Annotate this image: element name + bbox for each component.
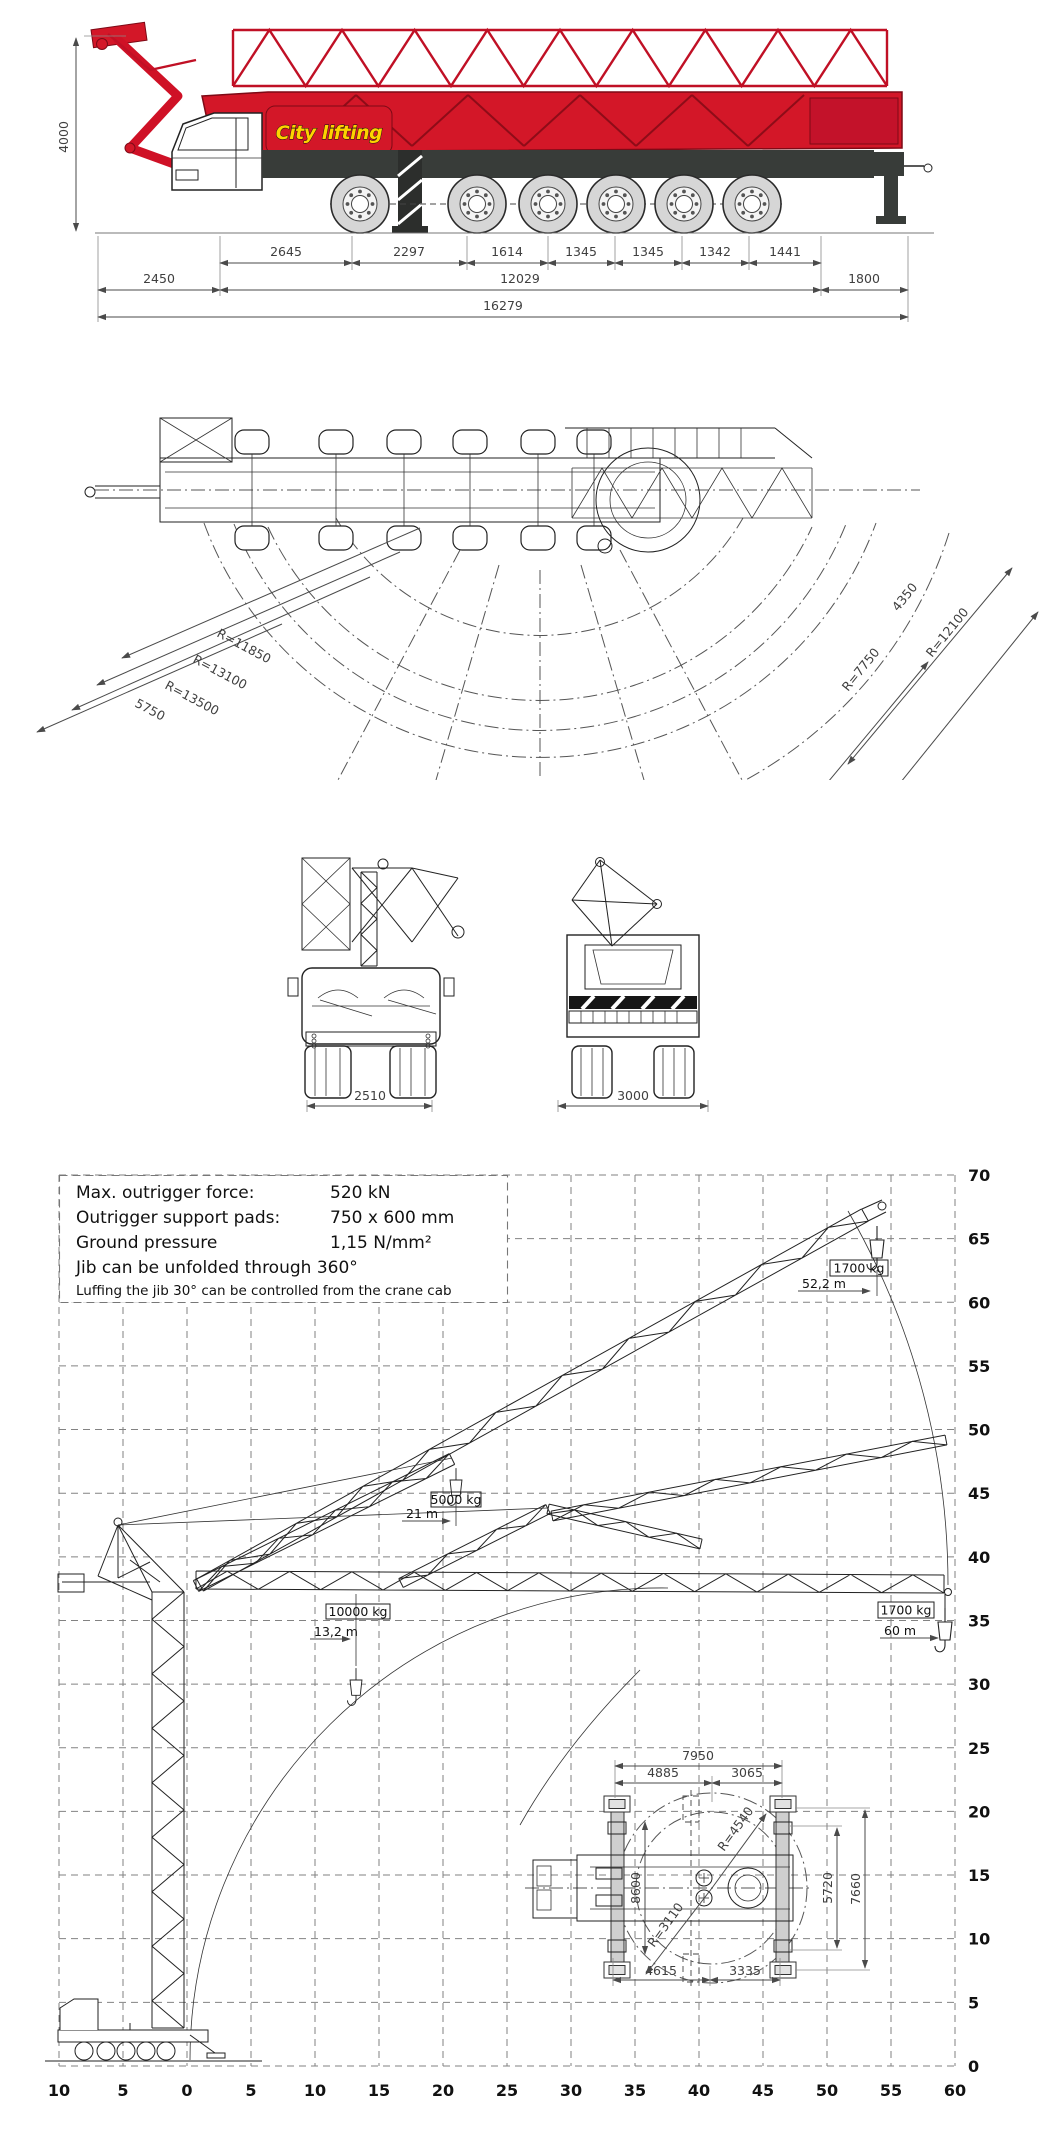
front-view-drawing: [288, 858, 464, 1112]
load-label-4: 1700 kg: [880, 1602, 932, 1618]
info-note-small: Luffing the jib 30° can be controlled from the crane cab: [76, 1283, 452, 1299]
load-label-1: 1700 kg: [833, 1260, 885, 1276]
carrier-plan-drawing: [85, 418, 920, 553]
radius-label-3: R=13500: [162, 677, 222, 719]
dim-height: 4000: [56, 121, 71, 153]
inset-dim-inner-span: 5720: [820, 1872, 835, 1904]
x-tick-label: 60: [943, 2081, 967, 2100]
y-tick-label: 50: [968, 1420, 991, 1440]
y-tick-label: 10: [968, 1929, 991, 1949]
y-tick-label: 15: [968, 1866, 991, 1886]
y-tick-label: 25: [968, 1738, 991, 1758]
radius-label-6: R=12100: [922, 604, 972, 660]
crane-range-drawing: [45, 1200, 952, 2061]
y-tick-label: 55: [968, 1356, 991, 1376]
radius-label-3: 13,2 m: [314, 1624, 358, 1639]
radius-label-1: R=11850: [214, 625, 274, 667]
x-tick-label: 20: [431, 2081, 455, 2100]
x-tick-label: 5: [117, 2081, 129, 2100]
info-value-3: 1,15 N/mm²: [330, 1233, 432, 1253]
radius-label-4: 5750: [132, 695, 168, 724]
x-tick-label: 55: [879, 2081, 903, 2100]
turning-radius-dimensions: [37, 528, 1038, 780]
spec-info-box: [60, 1176, 508, 1303]
radius-label-5: 4350: [888, 579, 921, 614]
dim-axle-4: 1345: [565, 244, 597, 259]
x-tick-label: 15: [367, 2081, 391, 2100]
driver-cab-drawing: [172, 113, 262, 190]
inset-dim-overall: 7950: [682, 1748, 714, 1763]
y-tick-label: 65: [968, 1229, 991, 1249]
load-label-2: 5000 kg: [430, 1492, 482, 1507]
carrier-at-base-drawing: [58, 1999, 225, 2058]
working-range-chart: [0, 1130, 1048, 2138]
plan-view-turning-radii: [0, 340, 1048, 780]
x-tick-label: 30: [559, 2081, 583, 2100]
dim-front-track: 2510: [354, 1088, 386, 1103]
brand-logo-text: City lifting: [275, 122, 383, 144]
radius-label-7: R=7750: [838, 644, 883, 694]
y-tick-label: 70: [968, 1166, 991, 1185]
inset-dim-front: 4885: [647, 1765, 679, 1780]
dim-axle-2: 2297: [393, 244, 425, 259]
info-label-2: Outrigger support pads:: [76, 1208, 281, 1228]
inset-dim-bottom-front: 4615: [645, 1963, 677, 1978]
chart-axis-labels: [48, 1166, 990, 2100]
outrigger-plan-inset: [525, 1748, 870, 1986]
capacity-labels: [310, 1260, 938, 1639]
load-label-3: 10000 kg: [328, 1604, 388, 1619]
info-label-3: Ground pressure: [76, 1233, 218, 1253]
y-tick-label: 0: [968, 2056, 980, 2076]
x-tick-label: 50: [815, 2081, 839, 2100]
info-value-2: 750 x 600 mm: [330, 1208, 455, 1228]
radius-label-4: 60 m: [884, 1623, 917, 1638]
y-tick-label: 40: [968, 1547, 991, 1567]
info-label-1: Max. outrigger force:: [76, 1183, 255, 1203]
y-tick-label: 5: [968, 1993, 980, 2013]
dim-overall-length: 16279: [483, 298, 523, 313]
dim-axle-6: 1342: [699, 244, 731, 259]
inset-radius-small: R=3110: [644, 1899, 687, 1950]
x-tick-label: 25: [495, 2081, 519, 2100]
side-elevation-view: [0, 0, 1048, 336]
y-tick-label: 35: [968, 1611, 991, 1631]
x-tick-label: 5: [245, 2081, 257, 2100]
x-tick-label: 10: [303, 2081, 327, 2100]
x-tick-label: 35: [623, 2081, 647, 2100]
dim-rear-width: 3000: [617, 1088, 649, 1103]
inset-dim-outer-span: 7660: [848, 1873, 863, 1905]
x-tick-label: 10: [47, 2081, 71, 2100]
inset-radius-large: R=4540: [714, 1803, 757, 1854]
dim-front-overhang: 2450: [143, 271, 175, 286]
inset-dim-rear: 3065: [731, 1765, 763, 1780]
dim-rear-overhang: 1800: [848, 271, 880, 286]
x-tick-label: 0: [181, 2081, 193, 2100]
y-tick-label: 20: [968, 1802, 991, 1822]
dim-axle-7: 1441: [769, 244, 801, 259]
inset-dim-left-span: 8600: [628, 1872, 643, 1904]
radius-label-2: R=13100: [190, 651, 250, 693]
chart-grid: [59, 1175, 955, 2066]
y-tick-label: 45: [968, 1484, 991, 1504]
x-tick-label: 40: [687, 2081, 711, 2100]
info-note-large: Jib can be unfolded through 360°: [76, 1258, 358, 1278]
end-views: [0, 850, 1048, 1130]
inset-dim-bottom-rear: 3335: [729, 1963, 761, 1978]
radius-label-1: 52,2 m: [802, 1276, 846, 1291]
x-tick-label: 45: [751, 2081, 775, 2100]
dim-axle-1: 2645: [270, 244, 302, 259]
dim-wheelbase-total: 12029: [500, 271, 540, 286]
crane-side-drawing: [91, 22, 934, 233]
chassis-drawing: [262, 150, 874, 178]
dim-axle-5: 1345: [632, 244, 664, 259]
radius-label-2: 21 m: [406, 1506, 439, 1521]
turning-radius-arcs: [204, 518, 949, 780]
dim-axle-3: 1614: [491, 244, 523, 259]
info-value-1: 520 kN: [330, 1183, 391, 1203]
y-tick-label: 60: [968, 1293, 991, 1313]
y-tick-label: 30: [968, 1675, 991, 1695]
rear-view-drawing: [558, 858, 708, 1113]
